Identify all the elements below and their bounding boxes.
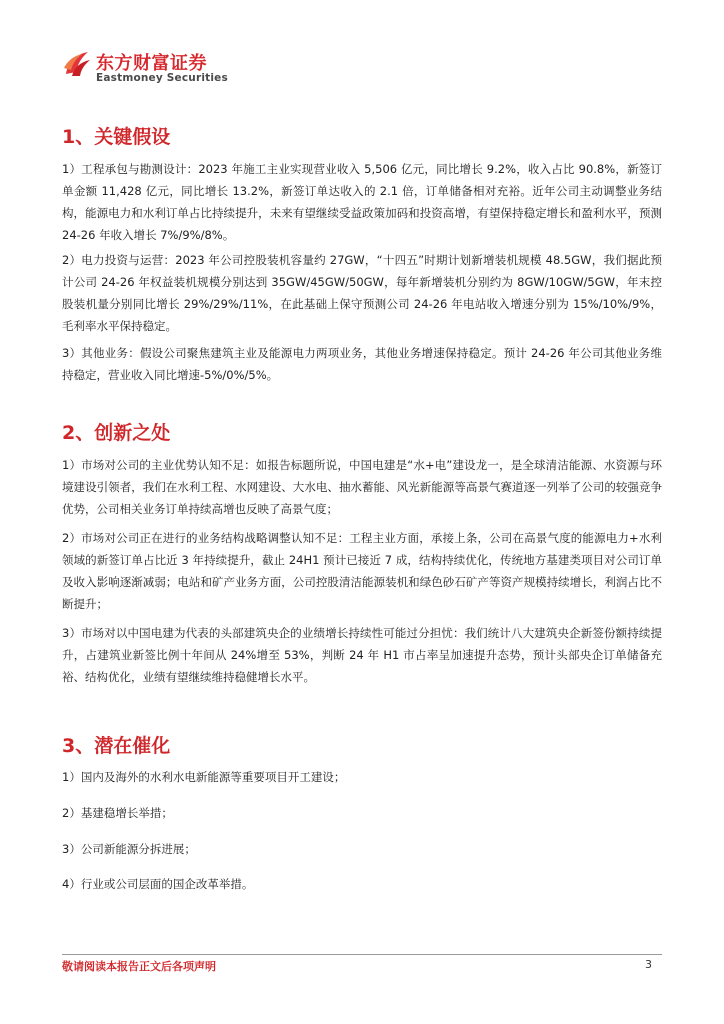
paragraph: 1）国内及海外的水利水电新能源等重要项目开工建设； bbox=[62, 770, 346, 784]
section-title-key-assumptions: 1、关键假设 bbox=[62, 126, 171, 148]
header-logo bbox=[62, 46, 262, 86]
footer-disclaimer: 敬请阅读本报告正文后各项声明 bbox=[62, 960, 216, 973]
paragraph: 3）其他业务：假设公司聚焦建筑主业及能源电力两项业务，其他业务增速保持稳定。预计 24-26 年公司其他业务维持稳定，营业收入同比增速-5%/0%/5%。 bbox=[62, 346, 662, 382]
paragraph: 1）市场对公司的主业优势认知不足：如报告标题所说，中国电建是“水+电”建设龙一，是全球清洁能源、水资源与环境建设引领者，我们在水利工程、水网建设、大水电、抽水蓄能、风光新能源等高景气赛道逐一列举了公司的较强竞争优势，公司相关业务订单持续高增也反映了高景气度； bbox=[62, 458, 662, 516]
paragraph: 2）市场对公司正在进行的业务结构战略调整认知不足：工程主业方面，承接上条，公司在高景气度的能源电力+水利领域的新签订单占比近 3 年持续提升，截止 24H1 预计已接近 7 成，结构持续优化，传统地方基建类项目对公司订单及收入影响逐渐减弱；电站和矿产业务方面，公司控股清洁能源装机和绿色砂石矿产等资产规模持续增长，利润占比不断提升； bbox=[62, 531, 662, 611]
section-title-catalysts: 3、潜在催化 bbox=[62, 735, 171, 757]
paragraph: 2）电力投资与运营：2023 年公司控股装机容量约 27GW，“十四五”时期计划新增装机规模 48.5GW，我们据此预计公司 24-26 年权益装机规模分别达到 35GW/45GW/50GW，每年新增装机分别约为 8GW/10GW/5GW，年末控股装机量分别同比增长 29%/29%/11%，在此基础上保守预测公司 24-26 年电站收入增速分别为 15%/10%/9%，毛利率水平保持稳定。 bbox=[62, 253, 662, 333]
paragraph: 1）工程承包与勘测设计：2023 年施工主业实现营业收入 5,506 亿元，同比增长 9.2%，收入占比 90.8%，新签订单金额 11,428 亿元，同比增长 13.2%，新签订单达收入的 2.1 倍，订单储备相对充裕。近年公司主动调整业务结构，能源电力和水利订单占比持续提升，未来有望继续受益政策加码和投资高增，有望保持稳定增长和盈利水平，预测 24-26 年收入增长 7%/9%/8%。 bbox=[62, 162, 662, 242]
paragraph: 3）公司新能源分拆进展； bbox=[62, 842, 196, 856]
paragraph: 4）行业或公司层面的国企改革举措。 bbox=[62, 877, 254, 891]
logo-chinese-name: 东方财富证券 bbox=[96, 53, 207, 74]
eastmoney-logo-icon bbox=[62, 48, 94, 80]
section-title-innovation: 2、创新之处 bbox=[62, 422, 171, 444]
page-number: 3 bbox=[645, 958, 652, 971]
footer-divider bbox=[62, 954, 662, 955]
paragraph: 2）基建稳增长举措； bbox=[62, 806, 173, 820]
paragraph: 3）市场对以中国电建为代表的头部建筑央企的业绩增长持续性可能过分担忧：我们统计八大建筑央企新签份额持续提升，占建筑业新签比例十年间从 24%增至 53%，判断 24 年 H1 市占率呈加速提升态势，预计头部央企订单储备充裕、结构优化，业绩有望继续维持稳健增长水平。 bbox=[62, 626, 662, 684]
logo-english-name: Eastmoney Securities bbox=[96, 72, 228, 84]
